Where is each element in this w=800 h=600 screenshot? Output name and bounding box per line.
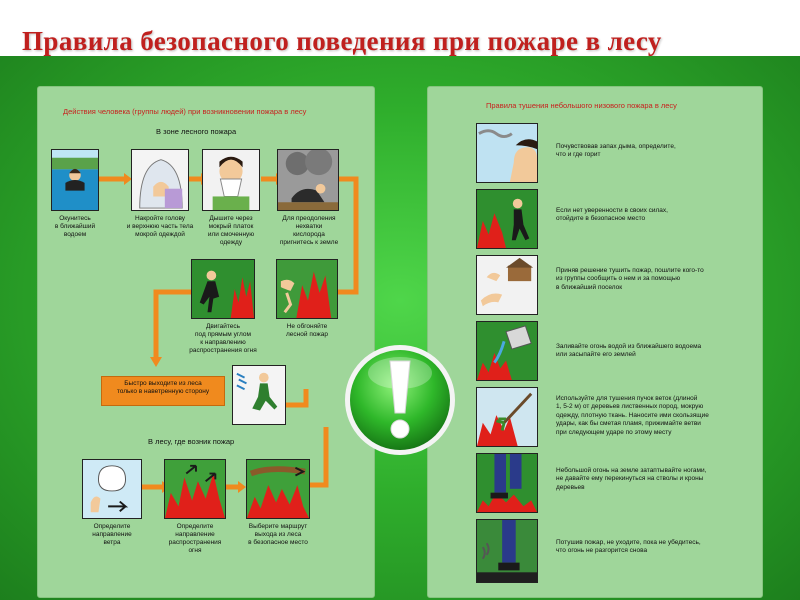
exit-route-illustration xyxy=(246,459,310,519)
step2-caption: Накройте голову и верхнюю часть тела мокрой одеждой xyxy=(126,215,194,239)
pour-water-illustration xyxy=(476,321,538,381)
rule7-text: Потушив пожар, не уходите, пока не убедитесь, что огонь не разгорится снова xyxy=(556,539,701,555)
step8-caption: Определите направление распространения огня xyxy=(168,523,222,555)
fire-zone-heading: В зоне лесного пожара xyxy=(156,127,237,136)
windward-runner-illustration xyxy=(232,365,286,425)
smell-smoke-illustration xyxy=(476,123,538,183)
rule5-text: Используйте для тушения пучок веток (длиной 1, 5-2 м) от деревьев лиственных пород, мокрую одежду, плотную ткань. Наносите ими скользящие удары, как бы сметая пламя, прижимайте ветви при следующем ударе по этому месту xyxy=(556,395,709,436)
step9-caption: Выберите маршрут выхода из леса в безопасное место xyxy=(248,523,308,547)
rule2-text: Если нет уверенности в своих силах, отойдите в безопасное место xyxy=(556,207,668,223)
exit-windward-box: Быстро выходите из леса только в наветренную сторону xyxy=(101,376,225,406)
title-bar xyxy=(0,0,800,56)
retreat-illustration xyxy=(476,189,538,249)
swimmer-illustration xyxy=(51,149,99,211)
step5-caption: Двигайтесь под прямым углом к направлению распространения огня xyxy=(189,323,257,355)
right-panel-heading: Правила тушения небольшого низового пожара в лесу xyxy=(486,101,677,110)
covered-head-illustration xyxy=(131,149,189,211)
wet-cloth-illustration xyxy=(202,149,260,211)
left-panel xyxy=(37,86,375,598)
right-panel xyxy=(427,86,763,598)
running-from-fire-illustration xyxy=(191,259,255,319)
rule3-text: Приняв решение тушить пожар, пошлите кого-то из группы сообщить о нем и за помощью в ближайший поселок xyxy=(556,267,704,291)
rule1-text: Почувствовав запах дыма, определите, что и где горит xyxy=(556,143,676,159)
step1-caption: Окунитесь в ближайший водоем xyxy=(54,215,96,239)
step6-caption: Не обгоняйте лесной пожар xyxy=(286,323,328,339)
step4-caption: Для преодоления нехватки кислорода пригнитесь к земле xyxy=(279,215,339,247)
beat-with-branches-illustration xyxy=(476,387,538,447)
send-for-help-illustration xyxy=(476,255,538,315)
green-background xyxy=(0,56,800,600)
exclamation-warning-icon xyxy=(343,343,457,457)
left-panel-heading: Действия человека (группы людей) при возникновении пожара в лесу xyxy=(63,107,307,116)
stomp-fire-illustration xyxy=(476,453,538,513)
check-extinguished-illustration xyxy=(476,519,538,583)
fire-spread-direction-illustration xyxy=(164,459,226,519)
step3-caption: Дышите через мокрый платок или смоченную одежду xyxy=(207,215,255,247)
wind-direction-illustration xyxy=(82,459,142,519)
rule4-text: Заливайте огонь водой из ближайшего водоема или засыпайте его землей xyxy=(556,343,702,359)
step7-caption: Определите направление ветра xyxy=(92,523,132,547)
forest-fire-heading: В лесу, где возник пожар xyxy=(148,437,235,446)
dont-overtake-fire-illustration xyxy=(276,259,338,319)
rule6-text: Небольшой огонь на земле затаптывайте ногами, не давайте ему перекинуться на стволы и кроны деревьев xyxy=(556,467,707,491)
slide-title: Правила безопасного поведения при пожаре в лесу xyxy=(22,26,662,56)
crouching-in-smoke-illustration xyxy=(277,149,339,211)
